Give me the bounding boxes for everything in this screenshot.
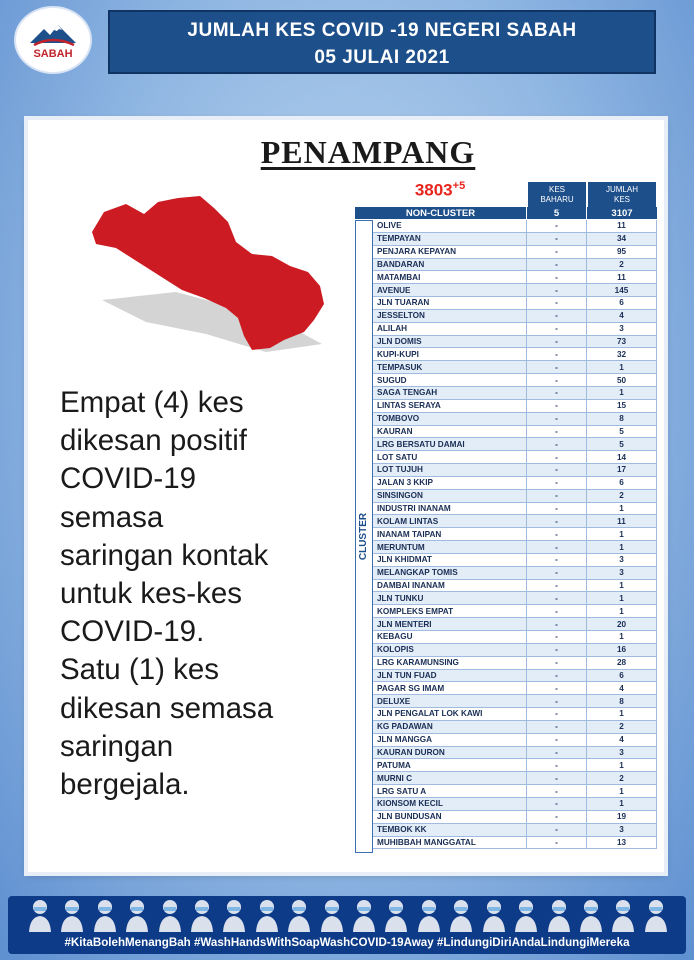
frontliner-figure-icon <box>320 896 344 932</box>
col-total-line1: JUMLAH <box>605 184 638 194</box>
new-cases-cell: - <box>527 310 587 323</box>
description-line: COVID-19. <box>60 615 205 649</box>
total-cases-cell: 1 <box>587 541 657 554</box>
new-cases-cell: - <box>527 747 587 760</box>
table-row <box>373 541 657 554</box>
total-cases-cell: 4 <box>587 682 657 695</box>
table-row <box>373 798 657 811</box>
cluster-name-cell: INANAM TAIPAN <box>373 528 527 541</box>
new-cases-cell: - <box>527 592 587 605</box>
description-line: COVID-19 <box>60 462 197 496</box>
cluster-name-cell: PENJARA KEPAYAN <box>373 246 527 259</box>
new-cases-cell: - <box>527 837 587 850</box>
cluster-name-cell: JLN TUN FUAD <box>373 670 527 683</box>
new-cases-cell: - <box>527 541 587 554</box>
total-cases-cell: 1 <box>587 503 657 516</box>
total-cases-cell: 11 <box>587 271 657 284</box>
cluster-name-cell: JLN KHIDMAT <box>373 554 527 567</box>
total-cases-cell: 1 <box>587 798 657 811</box>
table-row <box>373 759 657 772</box>
frontliner-figure-icon <box>449 896 473 932</box>
cluster-name-cell: MATAMBAI <box>373 271 527 284</box>
new-cases-cell: - <box>527 721 587 734</box>
total-cases-cell: 1 <box>587 580 657 593</box>
new-cases-cell: - <box>527 605 587 618</box>
total-cases-cell: 1 <box>587 387 657 400</box>
table-row <box>373 618 657 631</box>
total-cases-cell: 1 <box>587 759 657 772</box>
cluster-name-cell: PATUMA <box>373 759 527 772</box>
frontliner-figure-icon <box>514 896 538 932</box>
total-cases-cell: 95 <box>587 246 657 259</box>
frontliner-figure-icon <box>287 896 311 932</box>
new-cases-cell: - <box>527 708 587 721</box>
new-cases-cell: - <box>527 400 587 413</box>
cluster-name-cell: JLN PENGALAT LOK KAWI <box>373 708 527 721</box>
cluster-name-cell: KG PADAWAN <box>373 721 527 734</box>
description-line: dikesan positif <box>60 424 247 458</box>
col-total-line2: KES <box>613 194 630 204</box>
total-cases-cell: 20 <box>587 618 657 631</box>
table-row <box>373 246 657 259</box>
cluster-name-cell: KEBAGU <box>373 631 527 644</box>
total-cases-cell: 13 <box>587 837 657 850</box>
cluster-name-cell: SAGA TENGAH <box>373 387 527 400</box>
new-cases-cell: - <box>527 284 587 297</box>
total-cases-cell: 6 <box>587 477 657 490</box>
col-header-total-cases <box>587 181 657 208</box>
new-cases-cell: - <box>527 297 587 310</box>
new-cases-cell: - <box>527 515 587 528</box>
total-cases-cell: 3 <box>587 323 657 336</box>
description-line: bergejala. <box>60 768 190 802</box>
district-title: PENAMPANG <box>260 134 476 170</box>
sabah-logo <box>14 6 92 74</box>
non-cluster-total: 3107 <box>611 207 633 219</box>
frontliner-figure-icon <box>93 896 117 932</box>
new-cases-cell: - <box>527 271 587 284</box>
cluster-name-cell: TEMPAYAN <box>373 233 527 246</box>
new-cases-cell: - <box>527 374 587 387</box>
cluster-name-cell: MERUNTUM <box>373 541 527 554</box>
cluster-name-cell: JLN MANGGA <box>373 734 527 747</box>
new-cases-cell: - <box>527 682 587 695</box>
cluster-name-cell: OLIVE <box>373 220 527 233</box>
new-cases-cell: - <box>527 824 587 837</box>
total-cases-cell: 50 <box>587 374 657 387</box>
cluster-name-cell: LRG BERSATU DAMAI <box>373 438 527 451</box>
total-cases-cell: 1 <box>587 708 657 721</box>
total-cases-cell: 2 <box>587 772 657 785</box>
frontliner-figure-icon <box>579 896 603 932</box>
cluster-name-cell: LRG KARAMUNSING <box>373 657 527 670</box>
new-cases-cell: - <box>527 336 587 349</box>
table-row <box>373 824 657 837</box>
cluster-name-cell: SUGUD <box>373 374 527 387</box>
non-cluster-new: 5 <box>527 207 587 219</box>
table-row <box>373 464 657 477</box>
new-cases-cell: - <box>527 695 587 708</box>
table-row <box>373 747 657 760</box>
frontliner-figure-icon <box>60 896 84 932</box>
total-cases-cell: 32 <box>587 348 657 361</box>
cluster-label <box>355 220 373 853</box>
table-row <box>373 490 657 503</box>
total-cases-cell: 16 <box>587 644 657 657</box>
new-cases-cell: - <box>527 644 587 657</box>
table-row <box>373 503 657 516</box>
total-cases-cell: 73 <box>587 336 657 349</box>
table-row <box>373 400 657 413</box>
table-row <box>373 426 657 439</box>
table-row <box>373 631 657 644</box>
total-cases-cell: 1 <box>587 528 657 541</box>
cluster-name-cell: BANDARAN <box>373 259 527 272</box>
table-row <box>373 682 657 695</box>
new-cases-cell: - <box>527 618 587 631</box>
header-title: JUMLAH KES COVID -19 NEGERI SABAH <box>187 20 577 41</box>
cluster-name-cell: SINSINGON <box>373 490 527 503</box>
frontliner-figure-icon <box>611 896 635 932</box>
new-cases-cell: - <box>527 477 587 490</box>
total-cases-cell: 17 <box>587 464 657 477</box>
table-row <box>373 567 657 580</box>
case-description <box>60 384 338 804</box>
cluster-name-cell: INDUSTRI INANAM <box>373 503 527 516</box>
new-cases-cell: - <box>527 387 587 400</box>
new-cases-cell: - <box>527 798 587 811</box>
cluster-name-cell: TOMBOVO <box>373 413 527 426</box>
total-cases-cell: 15 <box>587 400 657 413</box>
frontliner-figure-icon <box>417 896 441 932</box>
cluster-name-cell: LOT SATU <box>373 451 527 464</box>
table-row <box>373 785 657 798</box>
new-cases-cell: - <box>527 323 587 336</box>
table-row <box>373 374 657 387</box>
logo-text: SABAH <box>33 47 73 60</box>
cluster-name-cell: MUHIBBAH MANGGATAL <box>373 837 527 850</box>
district-map-icon <box>86 192 332 364</box>
table-row <box>373 259 657 272</box>
table-row <box>373 451 657 464</box>
table-row <box>373 554 657 567</box>
col-new-line2: BAHARU <box>540 194 574 204</box>
table-row <box>373 734 657 747</box>
new-cases-cell: - <box>527 503 587 516</box>
cluster-name-cell: JALAN 3 KKIP <box>373 477 527 490</box>
new-cases-cell: - <box>527 348 587 361</box>
table-row <box>373 695 657 708</box>
frontliner-figure-icon <box>482 896 506 932</box>
total-cases-cell: 14 <box>587 451 657 464</box>
total-cases-cell: 1 <box>587 631 657 644</box>
cluster-name-cell: TEMPASUK <box>373 361 527 374</box>
frontliner-figures <box>28 896 668 932</box>
cluster-name-cell: KIONSOM KECIL <box>373 798 527 811</box>
frontliner-figure-icon <box>125 896 149 932</box>
cluster-name-cell: KOLOPIS <box>373 644 527 657</box>
table-row <box>373 438 657 451</box>
total-cases-cell: 6 <box>587 297 657 310</box>
cluster-name-cell: JLN DOMIS <box>373 336 527 349</box>
frontliner-figure-icon <box>28 896 52 932</box>
new-cases-cell: - <box>527 734 587 747</box>
new-cases-cell: - <box>527 259 587 272</box>
cluster-name-cell: PAGAR SG IMAM <box>373 682 527 695</box>
total-cases-cell: 19 <box>587 811 657 824</box>
table-row <box>373 233 657 246</box>
table-row <box>373 477 657 490</box>
cluster-label-text: CLUSTER <box>358 512 370 561</box>
new-cases-cell: - <box>527 785 587 798</box>
new-cases-cell: - <box>527 580 587 593</box>
total-cases-cell: 11 <box>587 515 657 528</box>
non-cluster-row <box>355 207 657 219</box>
cluster-name-cell: ALILAH <box>373 323 527 336</box>
cluster-name-cell: JLN BUNDUSAN <box>373 811 527 824</box>
frontliner-figure-icon <box>384 896 408 932</box>
table-row <box>373 708 657 721</box>
cluster-name-cell: KOLAM LINTAS <box>373 515 527 528</box>
total-cases-cell: 4 <box>587 310 657 323</box>
cluster-name-cell: LOT TUJUH <box>373 464 527 477</box>
frontliner-figure-icon <box>158 896 182 932</box>
cluster-name-cell: JLN TUNKU <box>373 592 527 605</box>
total-cases-cell: 3 <box>587 747 657 760</box>
table-row <box>373 336 657 349</box>
table-row <box>373 605 657 618</box>
total-cases-cell: 8 <box>587 695 657 708</box>
new-cases-cell: - <box>527 220 587 233</box>
frontliner-figure-icon <box>547 896 571 932</box>
table-row <box>373 528 657 541</box>
table-row <box>373 361 657 374</box>
hashtag-line: #KitaBolehMenangBah #WashHandsWithSoapWashCOVID-19Away #LindungiDiriAndaLindungiMereka <box>64 936 630 949</box>
total-cases-value: 3803 <box>414 180 453 200</box>
total-cases-cell: 34 <box>587 233 657 246</box>
new-cases-cell: - <box>527 438 587 451</box>
total-cases-cell: 3 <box>587 554 657 567</box>
total-new-cases: +5 <box>452 180 466 192</box>
cluster-name-cell: AVENUE <box>373 284 527 297</box>
col-new-line1: KES <box>548 184 565 194</box>
total-cases-cell: 2 <box>587 259 657 272</box>
table-row <box>373 413 657 426</box>
total-cases-cell: 145 <box>587 284 657 297</box>
page-header <box>108 10 656 74</box>
total-cases-cell: 5 <box>587 438 657 451</box>
col-header-new-cases <box>527 181 587 208</box>
description-line: Satu (1) kes <box>60 653 220 687</box>
table-row <box>373 310 657 323</box>
cluster-name-cell: JLN MENTERI <box>373 618 527 631</box>
total-cases-cell: 3 <box>587 567 657 580</box>
total-cases-cell: 2 <box>587 490 657 503</box>
cluster-name-cell: DAMBAI INANAM <box>373 580 527 593</box>
table-row <box>373 644 657 657</box>
new-cases-cell: - <box>527 490 587 503</box>
new-cases-cell: - <box>527 811 587 824</box>
total-cases-cell: 2 <box>587 721 657 734</box>
cluster-table <box>373 220 657 849</box>
header-date: 05 JULAI 2021 <box>314 47 450 68</box>
table-row <box>373 348 657 361</box>
total-cases-cell: 28 <box>587 657 657 670</box>
total-cases-cell: 11 <box>587 220 657 233</box>
new-cases-cell: - <box>527 657 587 670</box>
new-cases-cell: - <box>527 554 587 567</box>
table-row <box>373 657 657 670</box>
cluster-name-cell: KOMPLEKS EMPAT <box>373 605 527 618</box>
total-cases-cell: 1 <box>587 605 657 618</box>
cluster-name-cell: JESSELTON <box>373 310 527 323</box>
new-cases-cell: - <box>527 233 587 246</box>
new-cases-cell: - <box>527 567 587 580</box>
table-row <box>373 297 657 310</box>
table-row <box>373 592 657 605</box>
new-cases-cell: - <box>527 759 587 772</box>
cluster-name-cell: JLN TUARAN <box>373 297 527 310</box>
table-row <box>373 811 657 824</box>
new-cases-cell: - <box>527 670 587 683</box>
table-row <box>373 387 657 400</box>
description-line: saringan <box>60 729 174 763</box>
non-cluster-name: NON-CLUSTER <box>355 207 527 219</box>
table-row <box>373 220 657 233</box>
new-cases-cell: - <box>527 464 587 477</box>
total-cases-cell: 8 <box>587 413 657 426</box>
new-cases-cell: - <box>527 451 587 464</box>
new-cases-cell: - <box>527 528 587 541</box>
cluster-name-cell: MELANGKAP TOMIS <box>373 567 527 580</box>
total-cases-cell: 1 <box>587 785 657 798</box>
new-cases-cell: - <box>527 246 587 259</box>
cluster-name-cell: LINTAS SERAYA <box>373 400 527 413</box>
cluster-name-cell: TEMBOK KK <box>373 824 527 837</box>
description-line: saringan kontak <box>60 538 269 572</box>
description-line: semasa <box>60 500 164 534</box>
table-row <box>373 515 657 528</box>
frontliner-figure-icon <box>644 896 668 932</box>
cluster-name-cell: DELUXE <box>373 695 527 708</box>
cluster-name-cell: KAURAN DURON <box>373 747 527 760</box>
new-cases-cell: - <box>527 631 587 644</box>
new-cases-cell: - <box>527 361 587 374</box>
mountain-logo-icon <box>28 21 78 47</box>
description-line: Empat (4) kes <box>60 386 244 419</box>
description-line: dikesan semasa <box>60 691 274 725</box>
new-cases-cell: - <box>527 426 587 439</box>
frontliner-figure-icon <box>190 896 214 932</box>
table-row <box>373 772 657 785</box>
cluster-name-cell: LRG SATU A <box>373 785 527 798</box>
description-line: untuk kes-kes <box>60 577 242 611</box>
frontliner-figure-icon <box>222 896 246 932</box>
table-row <box>373 323 657 336</box>
table-row <box>373 721 657 734</box>
total-cases-cell: 1 <box>587 361 657 374</box>
bottom-banner <box>8 896 686 954</box>
new-cases-cell: - <box>527 413 587 426</box>
total-cases-cell: 1 <box>587 592 657 605</box>
table-row <box>373 580 657 593</box>
total-cases-cell: 5 <box>587 426 657 439</box>
total-cases-cell: 4 <box>587 734 657 747</box>
cluster-name-cell: KUPI-KUPI <box>373 348 527 361</box>
cluster-name-cell: MURNI C <box>373 772 527 785</box>
total-cases <box>392 180 488 201</box>
table-row <box>373 284 657 297</box>
new-cases-cell: - <box>527 772 587 785</box>
frontliner-figure-icon <box>255 896 279 932</box>
cluster-name-cell: KAURAN <box>373 426 527 439</box>
table-row <box>373 670 657 683</box>
table-row <box>373 837 657 850</box>
frontliner-figure-icon <box>352 896 376 932</box>
total-cases-cell: 3 <box>587 824 657 837</box>
table-row <box>373 271 657 284</box>
total-cases-cell: 6 <box>587 670 657 683</box>
